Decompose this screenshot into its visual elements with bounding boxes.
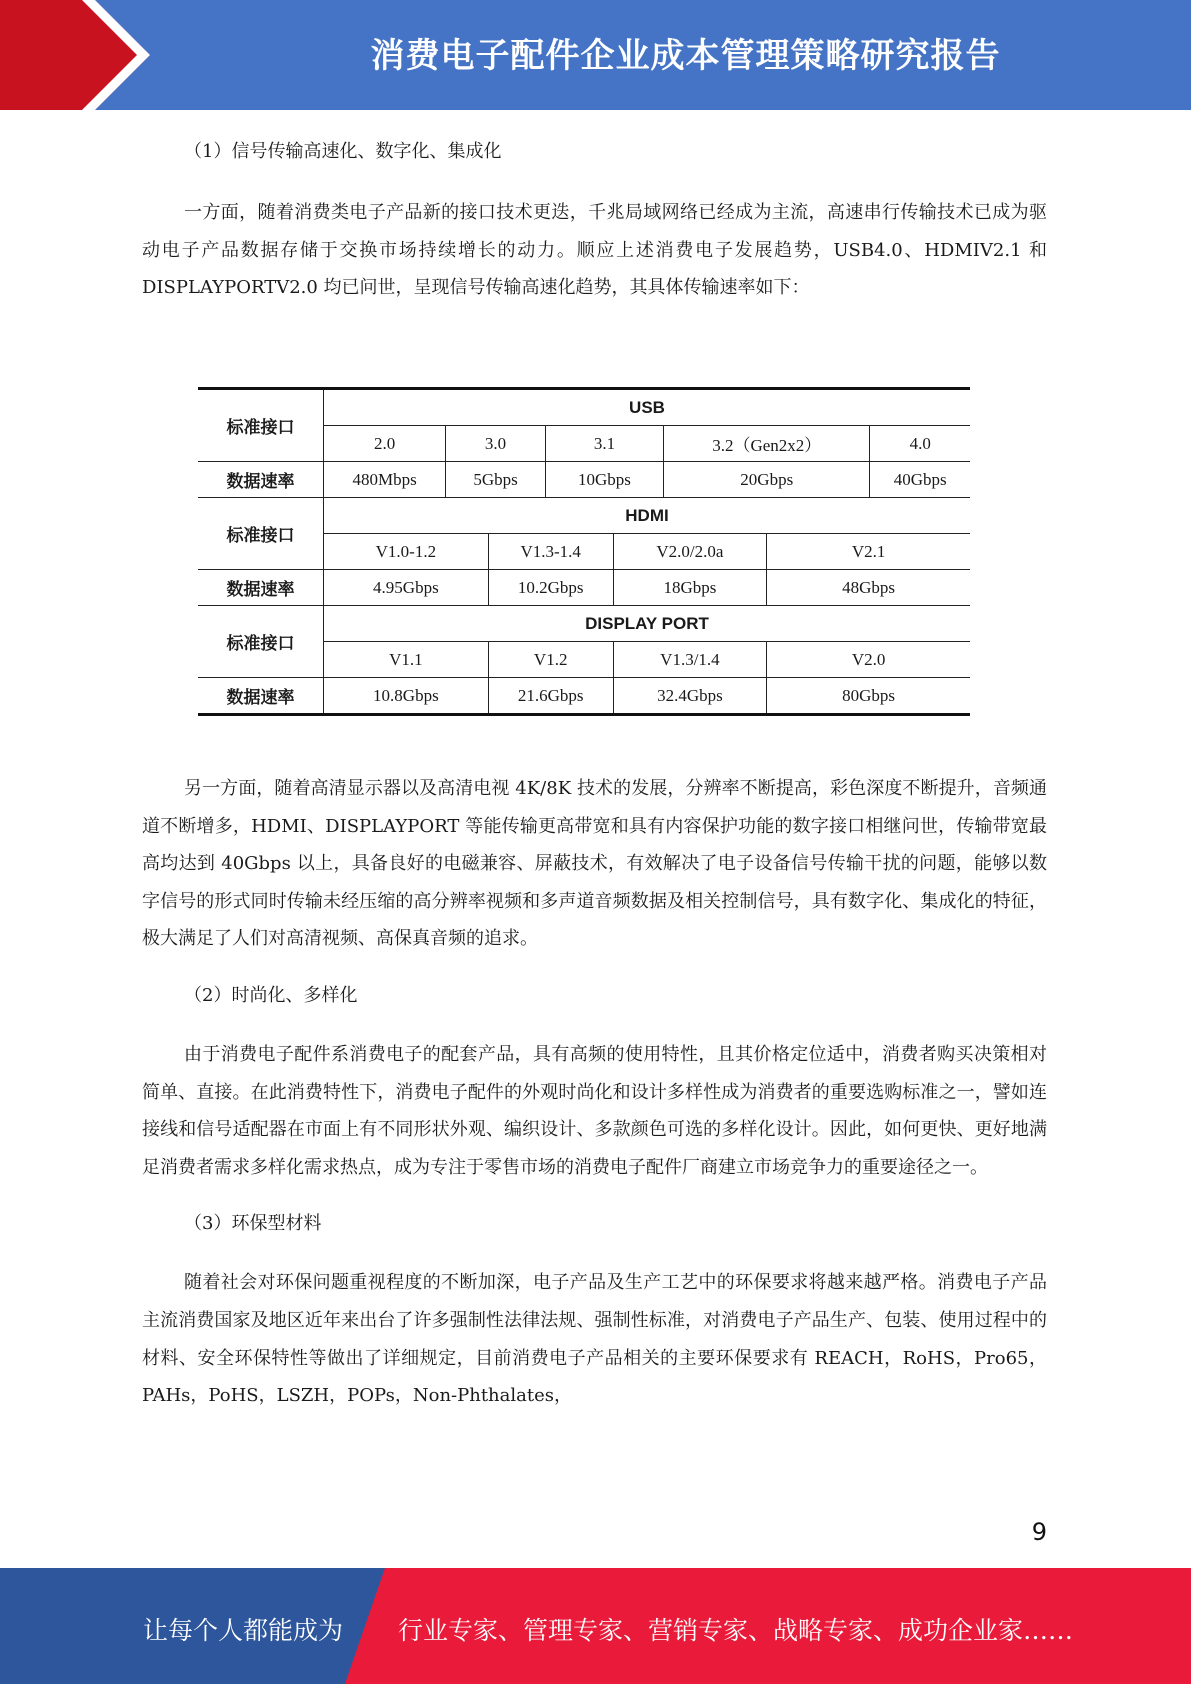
hdmi-rate: 48Gbps [767, 570, 970, 606]
paragraph-1: 一方面，随着消费类电子产品新的接口技术更迭，千兆局域网络已经成为主流，高速串行传输技术已成为驱动电子产品数据存储于交换市场持续增长的动力。顺应上述消费电子发展趋势，USB4.0、HDMIV2.1 和 DISPLAYPORTV2.0 均已问世，呈现信号传输高速化趋势，其具体传输速率如下： [142, 202, 1048, 299]
main-content-lower [142, 770, 1047, 1415]
hdmi-version: V2.0/2.0a [613, 534, 767, 570]
usb-rate: 480Mbps [324, 462, 446, 498]
usb-title: USB [324, 389, 971, 426]
footer-slogan-right: 行业专家、管理专家、营销专家、战略专家、成功企业家…… [398, 1616, 1074, 1645]
displayport-rate: 80Gbps [767, 678, 970, 715]
usb-version: 2.0 [324, 426, 446, 462]
hdmi-rate: 10.2Gbps [488, 570, 613, 606]
displayport-version: V1.3/1.4 [613, 642, 767, 678]
displayport-version: V1.1 [324, 642, 489, 678]
displayport-rate: 21.6Gbps [488, 678, 613, 715]
usb-version: 3.2（Gen2x2） [664, 426, 870, 462]
report-title: 消费电子配件企业成本管理策略研究报告 [370, 36, 1001, 76]
row-label-rate: 数据速率 [198, 570, 324, 606]
usb-version: 3.1 [545, 426, 663, 462]
hdmi-rate: 4.95Gbps [324, 570, 489, 606]
hdmi-version: V2.1 [767, 534, 970, 570]
section-heading-1: （1）信号传输高速化、数字化、集成化 [184, 141, 502, 162]
usb-version: 4.0 [870, 426, 970, 462]
header-arrow-decoration [0, 0, 260, 110]
displayport-title: DISPLAY PORT [324, 606, 971, 642]
footer-slogan-left: 让每个人都能成为 [143, 1616, 344, 1645]
displayport-rate: 32.4Gbps [613, 678, 767, 715]
interface-speed-table [198, 387, 970, 716]
hdmi-title: HDMI [324, 498, 971, 534]
hdmi-version: V1.3-1.4 [488, 534, 613, 570]
row-label-rate: 数据速率 [198, 678, 324, 715]
displayport-version: V2.0 [767, 642, 970, 678]
main-content [142, 130, 1047, 307]
paragraph-3: 由于消费电子配件系消费电子的配套产品，具有高频的使用特性，且其价格定位适中，消费者购买决策相对简单、直接。在此消费特性下，消费电子配件的外观时尚化和设计多样性成为消费者的重要选购标准之一，譬如连接线和信号适配器在市面上有不同形状外观、编织设计、多款颜色可选的多样化设计。因此，如何更快、更好地满足消费者需求多样化需求热点，成为专注于零售市场的消费电子配件厂商建立市场竞争力的重要途径之一。 [142, 1043, 1048, 1178]
usb-version: 3.0 [446, 426, 546, 462]
usb-rate: 20Gbps [664, 462, 870, 498]
hdmi-rate: 18Gbps [613, 570, 767, 606]
row-label-interface: 标准接口 [198, 498, 324, 570]
usb-rate: 40Gbps [870, 462, 970, 498]
page-header [0, 0, 1191, 110]
hdmi-version: V1.0-1.2 [324, 534, 489, 570]
usb-rate: 10Gbps [545, 462, 663, 498]
row-label-rate: 数据速率 [198, 462, 324, 498]
paragraph-4: 随着社会对环保问题重视程度的不断加深，电子产品及生产工艺中的环保要求将越来越严格。消费电子产品主流消费国家及地区近年来出台了许多强制性法律法规、强制性标准，对消费电子产品生产、包装、使用过程中的材料、安全环保特性等做出了详细规定，目前消费电子产品相关的主要环保要求有 REACH，RoHS，Pro65，PAHs，PoHS，LSZH，POPs，Non-Phthalates， [142, 1272, 1048, 1407]
page-footer [0, 1568, 1191, 1684]
page-number: 9 [1031, 1518, 1047, 1546]
row-label-interface: 标准接口 [198, 606, 324, 678]
usb-rate: 5Gbps [446, 462, 546, 498]
section-heading-3: （3）环保型材料 [184, 1213, 322, 1235]
displayport-rate: 10.8Gbps [324, 678, 489, 715]
section-heading-2: （2）时尚化、多样化 [184, 984, 358, 1006]
paragraph-2: 另一方面，随着高清显示器以及高清电视 4K/8K 技术的发展，分辨率不断提高，彩色深度不断提升，音频通道不断增多，HDMI、DISPLAYPORT 等能传输更高带宽和具有内容保护功能的数字接口相继问世，传输带宽最高均达到 40Gbps 以上，具备良好的电磁兼容、屏蔽技术，有效解决了电子设备信号传输干扰的问题，能够以数字信号的形式同时传输未经压缩的高分辨率视频和多声道音频数据及相关控制信号，具有数字化、集成化的特征，极大满足了人们对高清视频、高保真音频的追求。 [142, 778, 1048, 950]
row-label-interface: 标准接口 [198, 389, 324, 462]
displayport-version: V1.2 [488, 642, 613, 678]
